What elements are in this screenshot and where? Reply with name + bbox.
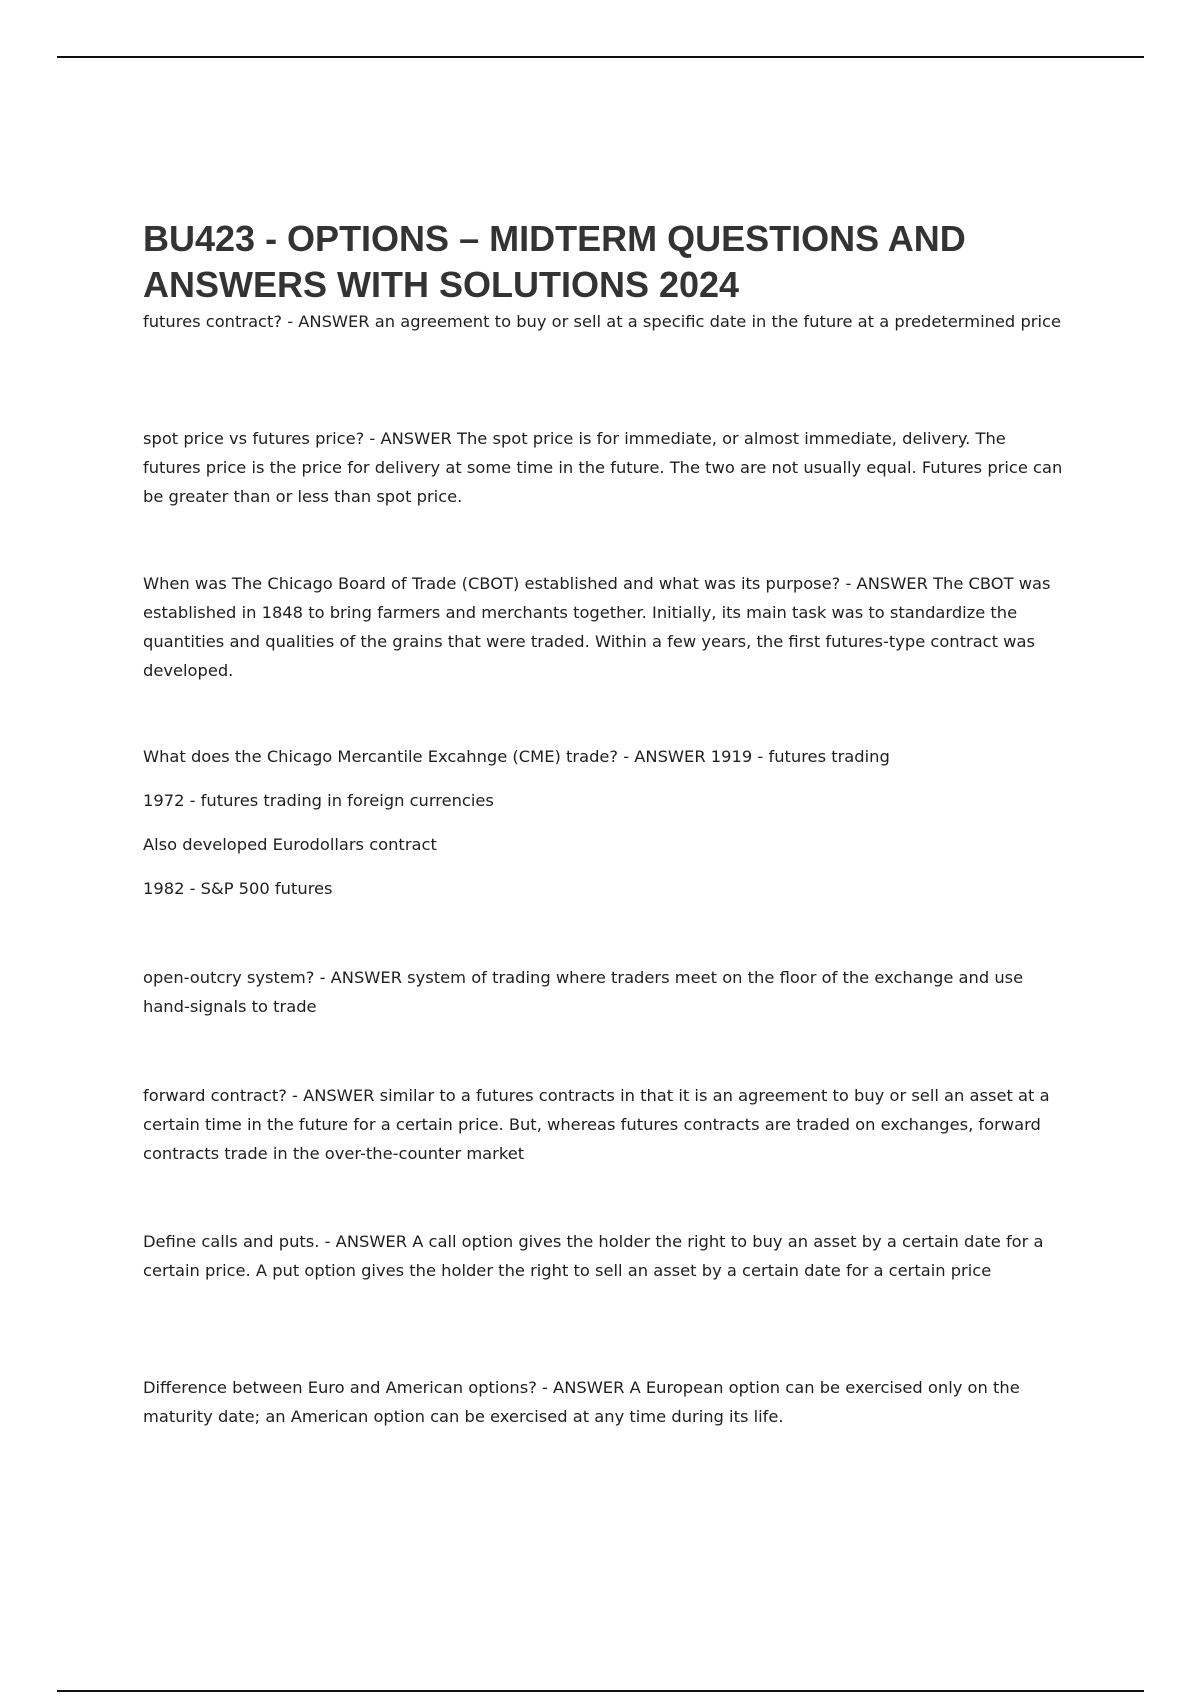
qa-line: Also developed Eurodollars contract: [143, 835, 437, 854]
qa-text: spot price vs futures price? - ANSWER The spot price is for immediate, or almost immediate, delivery. The futures price is the price for delivery at some time in the future. The two are not usually equal. Futures price can be greater than or less than spot price.: [143, 429, 1063, 506]
qa-entry-euro-american: [143, 1373, 1063, 1431]
document-title: BU423 - OPTIONS – MIDTERM QUESTIONS AND ANSWERS WITH SOLUTIONS 2024: [143, 218, 966, 305]
qa-text: Define calls and puts. - ANSWER A call option gives the holder the right to buy an asset by a certain date for a certain price. A put option gives the holder the right to sell an asset by a certain date for a certain price: [143, 1232, 1044, 1280]
qa-line: What does the Chicago Mercantile Excahnge (CME) trade? - ANSWER 1919 - futures trading: [143, 747, 890, 766]
qa-entry-forward-contract: [143, 1081, 1063, 1168]
header-rule: [57, 56, 1144, 58]
qa-entry-spot-vs-futures: [143, 424, 1063, 511]
qa-text: open-outcry system? - ANSWER system of trading where traders meet on the floor of the exchange and use hand-signals to trade: [143, 968, 1024, 1016]
qa-line: 1982 - S&P 500 futures: [143, 879, 333, 898]
qa-text: forward contract? - ANSWER similar to a futures contracts in that it is an agreement to buy or sell an asset at a certain time in the future for a certain price. But, whereas futures contracts are traded on exchanges, forward contracts trade in the over-the-counter market: [143, 1086, 1050, 1163]
qa-entry-open-outcry: [143, 963, 1063, 1021]
qa-text: Difference between Euro and American options? - ANSWER A European option can be exercised only on the maturity date; an American option can be exercised at any time during its life.: [143, 1378, 1020, 1426]
qa-line: 1972 - futures trading in foreign currencies: [143, 791, 494, 810]
qa-entry-calls-puts: [143, 1227, 1063, 1285]
qa-entry-cme: [143, 742, 1063, 903]
qa-entry-cbot: [143, 569, 1063, 685]
qa-text: When was The Chicago Board of Trade (CBOT) established and what was its purpose? - ANSWER The CBOT was established in 1848 to bring farmers and merchants together. Initially, its main task was to standardize the quantities and qualities of the grains that were traded. Within a few years, the first futures-type contract was developed.: [143, 574, 1051, 680]
footer-rule: [57, 1690, 1144, 1692]
qa-text: futures contract? - ANSWER an agreement to buy or sell at a specific date in the future at a predetermined price: [143, 312, 1061, 331]
qa-entry-futures-contract: [143, 307, 1063, 336]
